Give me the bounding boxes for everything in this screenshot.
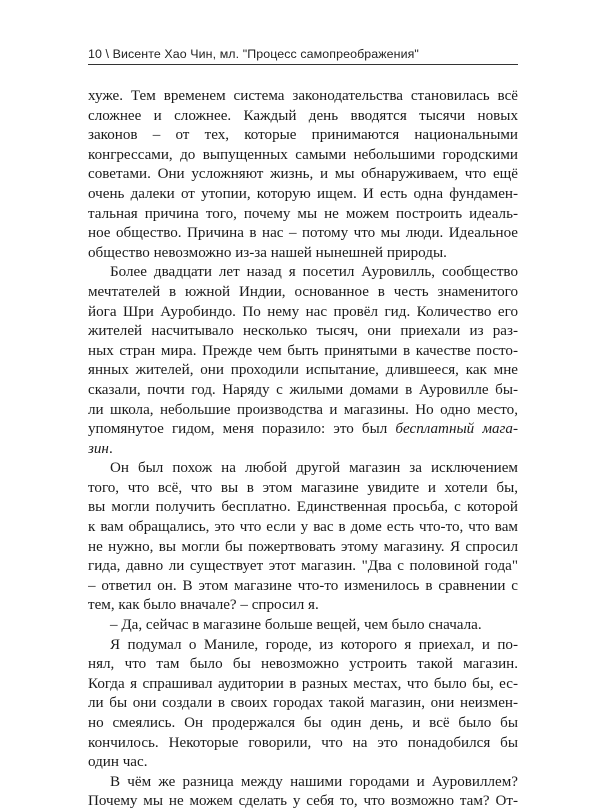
text-line xyxy=(88,655,518,675)
line-text: общество невозможно из-за нашей нынешней природы. xyxy=(88,244,447,261)
line-text: Я подумал о Маниле, городе, из которого я приехал, и по- xyxy=(110,636,518,653)
text-line xyxy=(88,401,518,421)
line-text: к вам обращались, это что если у вас в доме есть что-то, что вам xyxy=(88,519,518,536)
line-text: упомянутое гидом, меня поразило: это был xyxy=(88,421,396,438)
text-line xyxy=(88,381,518,401)
line-text: В чём же разница между нашими городами и Ауровиллем? xyxy=(110,773,518,790)
text-line xyxy=(88,107,518,127)
line-text: – Да, сейчас в магазине больше вещей, чем было сначала. xyxy=(110,617,482,634)
text-line xyxy=(88,322,518,342)
text-line xyxy=(88,636,518,656)
text-line xyxy=(88,126,518,146)
text-line xyxy=(88,420,518,440)
body-text xyxy=(88,87,518,812)
line-text: сказали, почти год. Наряду с жилыми домами в Ауровилле бы- xyxy=(88,381,518,398)
text-line xyxy=(88,714,518,734)
line-text: нял, что там было бы невозможно устроить такой магазин. xyxy=(88,656,518,673)
text-line xyxy=(88,224,518,244)
line-text: Когда я спрашивал аудитории в разных местах, что было бы, ес- xyxy=(88,675,518,692)
text-line xyxy=(88,773,518,793)
line-text: мечтателей в южной Индии, основанное в честь знаменитого xyxy=(88,283,518,300)
text-line xyxy=(88,459,518,479)
line-text: тальная причина того, почему мы не можем построить идеаль- xyxy=(88,205,518,222)
text-line xyxy=(88,557,518,577)
text-line xyxy=(88,361,518,381)
text-line xyxy=(88,263,518,283)
text-line xyxy=(88,283,518,303)
text-line xyxy=(88,675,518,695)
line-text: ли школа, небольшие производства и магазины. Но одно место, xyxy=(88,401,518,418)
text-line xyxy=(88,244,518,264)
line-text: янных жителей, они проходили испытание, длившееся, как мне xyxy=(88,362,518,379)
text-line xyxy=(88,87,518,107)
text-line xyxy=(88,165,518,185)
text-line xyxy=(88,479,518,499)
text-line xyxy=(88,518,518,538)
text-line xyxy=(88,303,518,323)
line-text: очень далеки от утопии, которую ищем. И есть одна фундамен- xyxy=(88,185,518,202)
text-line xyxy=(88,577,518,597)
line-text: Он был похож на любой другой магазин за исключением xyxy=(110,460,518,477)
line-text: кончилось. Некоторые говорили, что на это понадобился бы xyxy=(88,734,518,751)
text-line xyxy=(88,734,518,754)
line-text: советами. Они усложняют жизнь, и мы обнаруживаем, что ещё xyxy=(88,166,518,183)
line-text: законов – от тех, которые принимаются национальными xyxy=(88,127,518,144)
line-text: один час. xyxy=(88,754,148,771)
line-text: ных стран мира. Прежде чем быть принятыми в качестве посто- xyxy=(88,342,518,359)
line-text: не нужно, вы могли бы пожертвовать этому магазину. Я спросил xyxy=(88,538,518,555)
line-text: Почему мы не можем сделать у себя то, что возможно там? От- xyxy=(88,793,518,810)
line-tail: . xyxy=(108,440,113,457)
line-text: того, что всё, что вы в этом магазине увидите и хотели бы, xyxy=(88,479,518,496)
line-text: но смеялись. Он продержался бы один день, и всё было бы xyxy=(88,715,518,731)
line-text: хуже. Тем временем система законодательства становилась всё xyxy=(88,88,518,104)
line-text: жителей насчитывало несколько тысяч, они приехали из раз- xyxy=(88,323,518,340)
line-text: ли бы они создали в своих городах такой магазин, они неизмен- xyxy=(88,695,518,712)
line-text: гида, давно ли существует этот магазин. "Два с половиной года" xyxy=(88,558,518,575)
italic-text: бесплатный мага- xyxy=(395,421,518,438)
line-text: сложнее и сложнее. Каждый день вводятся тысячи новых xyxy=(88,107,518,124)
text-line xyxy=(88,538,518,558)
text-line xyxy=(88,596,518,616)
text-line xyxy=(88,616,518,636)
text-line xyxy=(88,146,518,166)
text-line xyxy=(88,185,518,205)
running-header: 10 \ Висенте Хао Чин, мл. "Процесс самопреображения" xyxy=(88,47,518,65)
text-line xyxy=(88,792,518,812)
italic-text: зин xyxy=(88,440,109,457)
text-line xyxy=(88,205,518,225)
line-text: конгрессами, до выпущенных самыми небольшими городскими xyxy=(88,146,518,163)
text-line xyxy=(88,342,518,362)
line-text: тем, как было вначале? – спросил я. xyxy=(88,597,319,614)
line-text: ное общество. Причина в нас – потому что мы люди. Идеальное xyxy=(88,225,518,242)
line-text: вы могли получить бесплатно. Единственная просьба, с которой xyxy=(88,499,518,516)
line-text: – ответил он. В этом магазине что-то изменилось в сравнении с xyxy=(88,577,518,594)
line-text: йога Шри Ауробиндо. По нему нас провёл гид. Количество его xyxy=(88,303,518,320)
text-line xyxy=(88,440,518,460)
text-line xyxy=(88,694,518,714)
text-line xyxy=(88,498,518,518)
text-line xyxy=(88,753,518,773)
line-text: Более двадцати лет назад я посетил Ауровилль, сообщество xyxy=(110,264,518,281)
